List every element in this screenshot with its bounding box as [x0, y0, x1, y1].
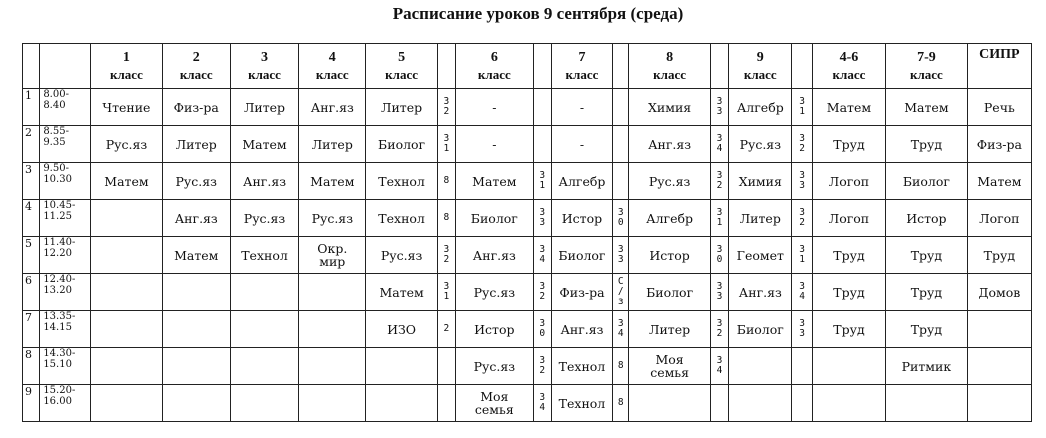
lesson-time: 14.30- 15.10 — [40, 348, 91, 385]
lesson-time: 12.40- 13.20 — [40, 274, 91, 311]
class-5-subject — [366, 385, 437, 422]
header-class-1: 1 класс — [91, 44, 162, 89]
class-6-room: 3 3 — [533, 200, 551, 237]
class-6-subject: Рус.яз — [456, 348, 533, 385]
lesson-number: 7 — [23, 311, 40, 348]
class-5-room: 3 2 — [437, 89, 455, 126]
header-class-6: 6 класс — [456, 44, 533, 89]
table-row — [23, 385, 1032, 422]
class-4-subject: Окр. мир — [299, 237, 366, 274]
class-2-subject — [162, 385, 230, 422]
table-row — [23, 274, 1032, 311]
class-9-room: 3 3 — [792, 311, 812, 348]
class-9-room: 3 4 — [792, 274, 812, 311]
header-room — [533, 44, 551, 89]
class-6-room: 3 0 — [533, 311, 551, 348]
class-7-subject: Физ-ра — [551, 274, 612, 311]
table-row — [23, 311, 1032, 348]
class-2-subject: Рус.яз — [162, 163, 230, 200]
sipr-subject — [967, 348, 1031, 385]
class-5-subject: Рус.яз — [366, 237, 437, 274]
class-9-room: 3 3 — [792, 163, 812, 200]
class-3-subject — [230, 311, 298, 348]
class-5-room: 3 1 — [437, 274, 455, 311]
class-2-subject: Анг.яз — [162, 200, 230, 237]
header-class-3: 3 класс — [230, 44, 298, 89]
header-row — [23, 44, 1032, 89]
class-9-subject — [729, 348, 792, 385]
lesson-number: 2 — [23, 126, 40, 163]
class-8-room: 3 1 — [710, 200, 728, 237]
class-9-room: 3 1 — [792, 237, 812, 274]
class-7-9-subject: Труд — [886, 237, 968, 274]
class-9-room — [792, 348, 812, 385]
class-2-subject: Матем — [162, 237, 230, 274]
sipr-subject: Труд — [967, 237, 1031, 274]
class-4-subject: Анг.яз — [299, 89, 366, 126]
class-5-room — [437, 385, 455, 422]
table-row — [23, 163, 1032, 200]
class-2-subject — [162, 274, 230, 311]
class-4-subject: Литер — [299, 126, 366, 163]
class-3-subject: Технол — [230, 237, 298, 274]
class-1-subject — [91, 237, 162, 274]
class-9-room: 3 2 — [792, 200, 812, 237]
table-row — [23, 200, 1032, 237]
lesson-number: 8 — [23, 348, 40, 385]
class-3-subject — [230, 385, 298, 422]
class-9-room: 3 2 — [792, 126, 812, 163]
class-6-room: 3 2 — [533, 274, 551, 311]
class-7-subject: Технол — [551, 385, 612, 422]
class-4-6-subject: Логоп — [812, 163, 885, 200]
class-6-room — [533, 126, 551, 163]
class-9-room — [792, 385, 812, 422]
class-1-subject — [91, 200, 162, 237]
class-5-room: 2 — [437, 311, 455, 348]
schedule-table — [22, 43, 1032, 422]
class-7-room — [613, 163, 629, 200]
sipr-subject: Матем — [967, 163, 1031, 200]
class-4-6-subject: Труд — [812, 274, 885, 311]
class-6-subject: - — [456, 126, 533, 163]
class-7-subject: Биолог — [551, 237, 612, 274]
class-7-9-subject: Биолог — [886, 163, 968, 200]
lesson-number: 4 — [23, 200, 40, 237]
class-6-subject: Матем — [456, 163, 533, 200]
class-2-subject: Физ-ра — [162, 89, 230, 126]
class-7-room — [613, 126, 629, 163]
class-6-subject: Анг.яз — [456, 237, 533, 274]
class-9-subject: Химия — [729, 163, 792, 200]
sipr-subject — [967, 311, 1031, 348]
class-6-room: 3 1 — [533, 163, 551, 200]
class-7-subject: Истор — [551, 200, 612, 237]
sipr-subject: Речь — [967, 89, 1031, 126]
class-8-subject: Истор — [629, 237, 711, 274]
class-4-6-subject: Труд — [812, 126, 885, 163]
header-blank — [40, 44, 91, 89]
header-class-7-9: 7-9 класс — [886, 44, 968, 89]
lesson-number: 1 — [23, 89, 40, 126]
class-4-subject — [299, 274, 366, 311]
sipr-subject — [967, 385, 1031, 422]
class-4-subject — [299, 385, 366, 422]
sipr-subject: Домов — [967, 274, 1031, 311]
header-sipr: СИПР — [967, 44, 1031, 89]
class-5-room — [437, 348, 455, 385]
class-6-subject: Моя семья — [456, 385, 533, 422]
class-8-subject: Анг.яз — [629, 126, 711, 163]
class-8-room: 3 4 — [710, 126, 728, 163]
class-8-room: 3 4 — [710, 348, 728, 385]
class-8-room: 3 2 — [710, 311, 728, 348]
lesson-time: 8.55- 9.35 — [40, 126, 91, 163]
class-7-subject: Технол — [551, 348, 612, 385]
class-1-subject — [91, 348, 162, 385]
class-1-subject — [91, 274, 162, 311]
class-5-subject — [366, 348, 437, 385]
class-2-subject — [162, 311, 230, 348]
class-6-subject: Рус.яз — [456, 274, 533, 311]
header-class-5: 5 класс — [366, 44, 437, 89]
lesson-time: 9.50- 10.30 — [40, 163, 91, 200]
class-8-subject: Химия — [629, 89, 711, 126]
header-class-8: 8 класс — [629, 44, 711, 89]
class-2-subject: Литер — [162, 126, 230, 163]
class-5-room: 3 1 — [437, 126, 455, 163]
class-1-subject — [91, 385, 162, 422]
class-7-9-subject: Матем — [886, 89, 968, 126]
class-5-subject: Матем — [366, 274, 437, 311]
class-7-subject: Алгебр — [551, 163, 612, 200]
lesson-number: 3 — [23, 163, 40, 200]
class-8-subject: Алгебр — [629, 200, 711, 237]
lesson-number: 9 — [23, 385, 40, 422]
class-9-subject: Геомет — [729, 237, 792, 274]
sipr-subject: Физ-ра — [967, 126, 1031, 163]
class-8-subject: Моя семья — [629, 348, 711, 385]
class-3-subject: Рус.яз — [230, 200, 298, 237]
class-5-subject: ИЗО — [366, 311, 437, 348]
class-5-subject: Биолог — [366, 126, 437, 163]
header-room — [613, 44, 629, 89]
class-5-room: 8 — [437, 200, 455, 237]
class-7-9-subject: Ритмик — [886, 348, 968, 385]
class-7-room: 8 — [613, 348, 629, 385]
class-3-subject: Матем — [230, 126, 298, 163]
class-1-subject: Чтение — [91, 89, 162, 126]
class-4-subject — [299, 311, 366, 348]
class-8-subject — [629, 385, 711, 422]
class-1-subject — [91, 311, 162, 348]
class-5-room: 8 — [437, 163, 455, 200]
class-2-subject — [162, 348, 230, 385]
table-row — [23, 89, 1032, 126]
class-6-room: 3 2 — [533, 348, 551, 385]
class-8-room — [710, 385, 728, 422]
class-7-room: 8 — [613, 385, 629, 422]
class-9-subject: Рус.яз — [729, 126, 792, 163]
class-7-subject: Анг.яз — [551, 311, 612, 348]
class-3-subject — [230, 348, 298, 385]
class-4-6-subject: Логоп — [812, 200, 885, 237]
class-5-room: 3 2 — [437, 237, 455, 274]
class-9-subject — [729, 385, 792, 422]
class-6-room — [533, 89, 551, 126]
lesson-time: 13.35- 14.15 — [40, 311, 91, 348]
header-room — [437, 44, 455, 89]
header-class-9: 9 класс — [729, 44, 792, 89]
class-7-subject: - — [551, 126, 612, 163]
table-row — [23, 237, 1032, 274]
class-6-room: 3 4 — [533, 385, 551, 422]
class-6-subject: Биолог — [456, 200, 533, 237]
class-6-room: 3 4 — [533, 237, 551, 274]
class-7-room: С / з — [613, 274, 629, 311]
class-8-subject: Биолог — [629, 274, 711, 311]
class-6-subject: - — [456, 89, 533, 126]
class-3-subject: Литер — [230, 89, 298, 126]
class-7-subject: - — [551, 89, 612, 126]
class-8-room: 3 3 — [710, 89, 728, 126]
class-7-room: 3 0 — [613, 200, 629, 237]
table-row — [23, 348, 1032, 385]
class-4-6-subject — [812, 348, 885, 385]
class-8-subject: Литер — [629, 311, 711, 348]
lesson-time: 15.20- 16.00 — [40, 385, 91, 422]
header-blank — [23, 44, 40, 89]
class-9-room: 3 1 — [792, 89, 812, 126]
header-class-4-6: 4-6 класс — [812, 44, 885, 89]
class-7-9-subject: Труд — [886, 126, 968, 163]
class-1-subject: Матем — [91, 163, 162, 200]
class-8-room: 3 3 — [710, 274, 728, 311]
header-class-4: 4 класс — [299, 44, 366, 89]
class-4-6-subject: Матем — [812, 89, 885, 126]
class-4-subject: Рус.яз — [299, 200, 366, 237]
lesson-time: 10.45- 11.25 — [40, 200, 91, 237]
class-7-9-subject: Истор — [886, 200, 968, 237]
page-title: Расписание уроков 9 сентября (среда) — [392, 4, 684, 23]
class-7-room: 3 4 — [613, 311, 629, 348]
class-4-6-subject: Труд — [812, 311, 885, 348]
class-8-room: 3 2 — [710, 163, 728, 200]
header-class-7: 7 класс — [551, 44, 612, 89]
class-1-subject: Рус.яз — [91, 126, 162, 163]
class-5-subject: Технол — [366, 163, 437, 200]
class-9-subject: Биолог — [729, 311, 792, 348]
header-room — [792, 44, 812, 89]
class-4-subject — [299, 348, 366, 385]
class-8-room: 3 0 — [710, 237, 728, 274]
lesson-time: 8.00- 8.40 — [40, 89, 91, 126]
class-8-subject: Рус.яз — [629, 163, 711, 200]
header-class-2: 2 класс — [162, 44, 230, 89]
class-7-9-subject: Труд — [886, 274, 968, 311]
class-9-subject: Анг.яз — [729, 274, 792, 311]
class-4-6-subject: Труд — [812, 237, 885, 274]
class-4-subject: Матем — [299, 163, 366, 200]
class-9-subject: Алгебр — [729, 89, 792, 126]
class-7-room — [613, 89, 629, 126]
table-row — [23, 126, 1032, 163]
class-7-9-subject: Труд — [886, 311, 968, 348]
class-5-subject: Литер — [366, 89, 437, 126]
class-3-subject — [230, 274, 298, 311]
class-3-subject: Анг.яз — [230, 163, 298, 200]
class-4-6-subject — [812, 385, 885, 422]
lesson-number: 5 — [23, 237, 40, 274]
class-6-subject: Истор — [456, 311, 533, 348]
class-7-room: 3 3 — [613, 237, 629, 274]
class-9-subject: Литер — [729, 200, 792, 237]
lesson-number: 6 — [23, 274, 40, 311]
class-7-9-subject — [886, 385, 968, 422]
class-5-subject: Технол — [366, 200, 437, 237]
header-room — [710, 44, 728, 89]
sipr-subject: Логоп — [967, 200, 1031, 237]
lesson-time: 11.40- 12.20 — [40, 237, 91, 274]
